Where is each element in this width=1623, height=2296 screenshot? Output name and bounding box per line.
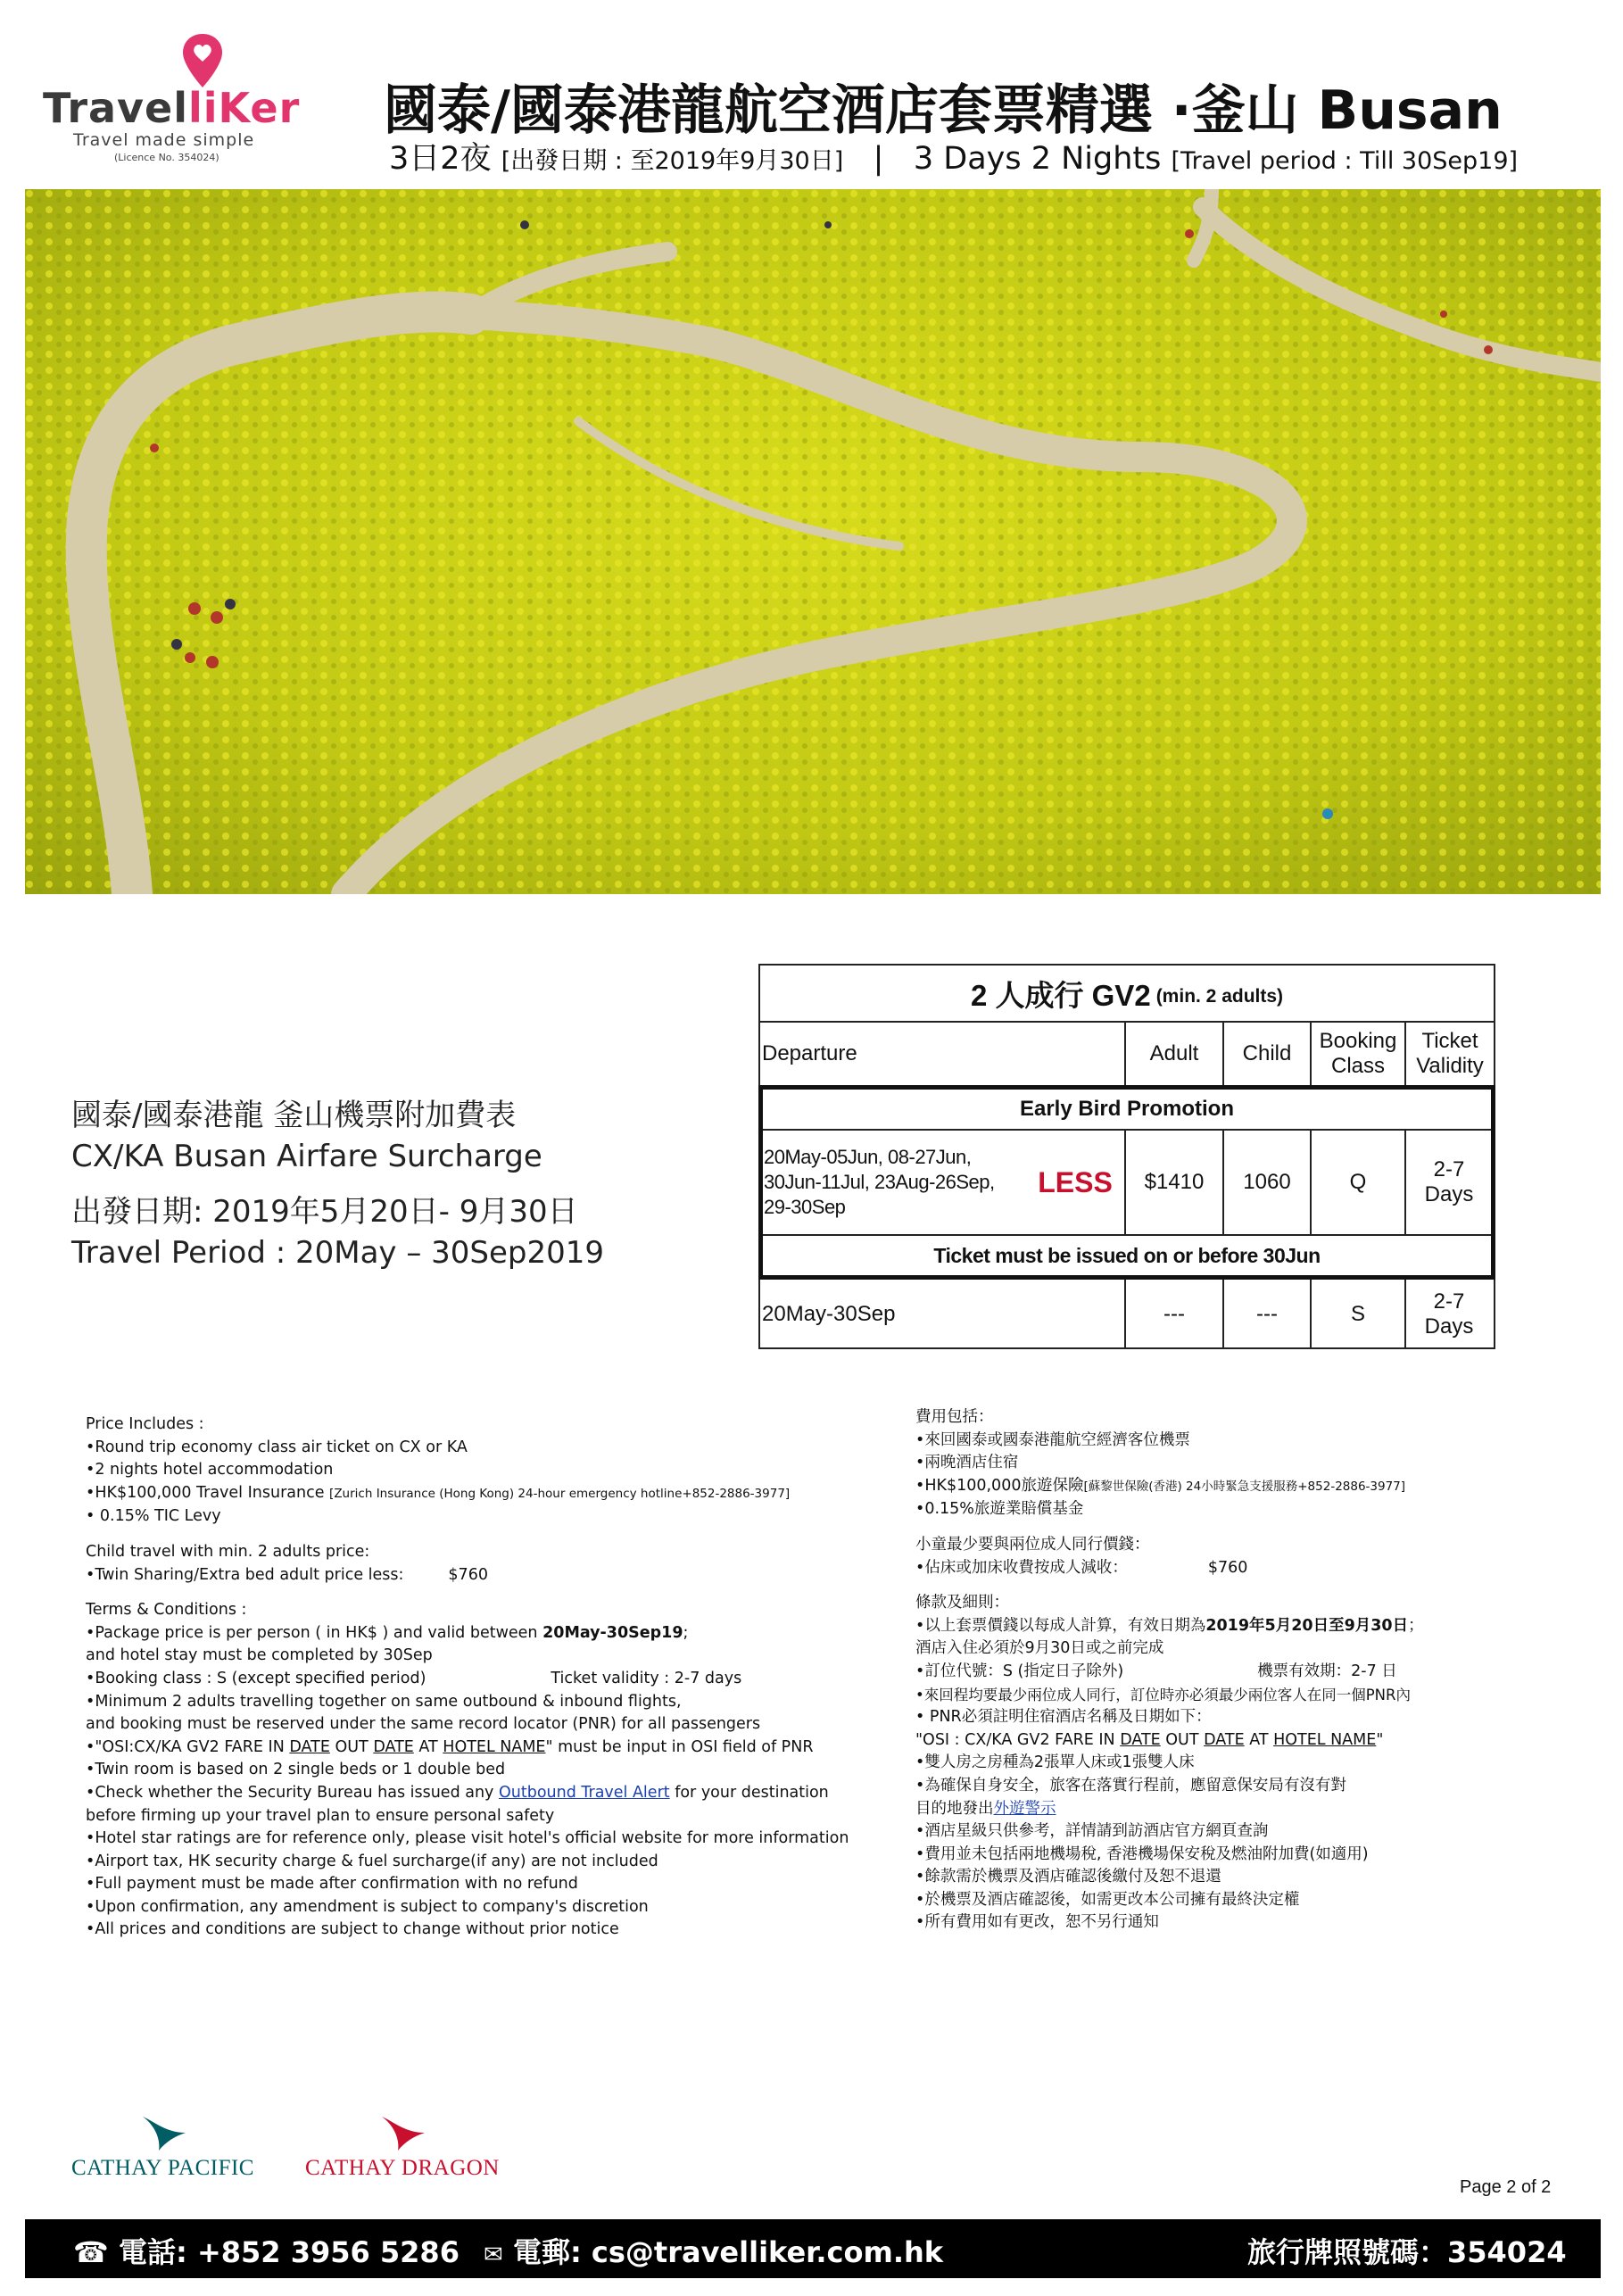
term-item: •Minimum 2 adults travelling together on same outbound & inbound flights, [86,1692,682,1711]
mail-icon: ✉ [484,2242,503,2268]
child-price-line: •Twin Sharing/Extra bed adult price less: $760 [86,1565,488,1584]
terms-chinese [915,1406,1594,1935]
term-item-cn: "OSI : CX/KA GV2 FARE IN DATE OUT DATE AT HOTEL NAME" [915,1730,1384,1749]
promo-ticket-validity: 2-7 Days [1424,1157,1474,1206]
term-item: •Hotel star ratings are for reference only, please visit hotel's official website for more information [86,1829,849,1848]
hero-photo-canola-field [25,189,1601,894]
term-item-cn: •餘款需於機票及酒店確認後繳付及恕不退還 [915,1868,1221,1886]
std-adult-price: --- [1163,1302,1185,1326]
phone-icon: ☎ [73,2235,109,2269]
term-item-cn: •來回程均要最少兩位成人同行，訂位時亦必須最少兩位客人在同一個PNR內 [915,1686,1411,1703]
company-logo [43,32,302,163]
header-child: Child [1242,1041,1292,1065]
promo-departure-dates: 20May-05Jun, 08-27Jun, 30Jun-11Jul, 23Aug-26Sep, 29-30Sep [764,1146,995,1218]
term-item-cn: •雙人房之房種為2張單人床或1張雙人床 [915,1753,1195,1772]
std-departure: 20May-30Sep [762,1302,896,1326]
include-item: • 0.15% TIC Levy [86,1507,221,1526]
include-item: •2 nights hotel accommodation [86,1461,334,1480]
term-item: •Package price is per person ( in HK$ ) and valid between 20May-30Sep19; [86,1623,689,1642]
term-item: •Full payment must be made after confirmation with no refund [86,1875,578,1894]
term-item-cn: • PNR必須註明住宿酒店名稱及日期如下： [915,1708,1212,1727]
header-departure: Departure [762,1041,857,1065]
location-pin-icon [180,32,225,91]
include-item-cn: •HK$100,000旅遊保險[蘇黎世保險(香港) 24小時緊急支援服務+852-2886-3977] [915,1476,1406,1495]
subtitle-cn-period: [出發日期 : 至2019年9月30日] [501,147,844,175]
caption-cn-title: 國泰/國泰港龍 釜山機票附加費表 [71,1098,517,1133]
std-booking-class: S [1350,1302,1365,1326]
term-item: and hotel stay must be completed by 30Sep [86,1646,433,1665]
logo-tagline: Travel made simple [73,130,255,150]
term-item-cn: 目的地發出外遊警示 [915,1799,1056,1818]
term-item: •"OSI:CX/KA GV2 FARE IN DATE OUT DATE AT HOTEL NAME" must be input in OSI field of PNR [86,1737,814,1756]
subtitle-en: 3 Days 2 Nights [913,141,1162,177]
child-price-line-cn: •佔床或加床收費按成人減收： $760 [915,1558,1248,1577]
term-item: and booking must be reserved under the same record locator (PNR) for all passengers [86,1715,761,1734]
promo-booking-class: Q [1349,1170,1367,1194]
terms-title-cn: 條款及細則： [915,1594,1009,1612]
include-item-cn: •兩晚酒店住宿 [915,1454,1019,1472]
fare-table [758,964,1495,1349]
cathay-pacific-logo: CATHAY PACIFIC [71,2113,268,2184]
term-item: •Airport tax, HK security charge & fuel surcharge(if any) are not included [86,1852,658,1870]
promo-title: Early Bird Promotion [1019,1097,1235,1121]
term-item-cn: •以上套票價錢以每成人計算，有效日期為2019年5月20日至9月30日； [915,1616,1424,1635]
terms-title: Terms & Conditions : [86,1601,247,1620]
footer-licence: 旅行牌照號碼：354024 [1247,2235,1567,2269]
logo-wordmark: TravelliKer [43,84,301,132]
cathay-pacific-brushwing-icon [139,2113,193,2152]
term-item: •Twin room is based on 2 single beds or 1 double bed [86,1761,506,1779]
subtitle-separator: | [873,141,884,177]
cathay-dragon-logo: CATHAY DRAGON [305,2113,501,2184]
price-includes-title: Price Includes : [86,1415,204,1433]
page-number: Page 2 of 2 [1460,2177,1552,2197]
term-item-cn: 酒店入住必須於9月30日或之前完成 [915,1639,1164,1658]
term-item: before firming up your travel plan to ensure personal safety [86,1806,555,1825]
term-item: •All prices and conditions are subject to change without prior notice [86,1920,619,1939]
outbound-travel-alert-link[interactable]: Outbound Travel Alert [498,1783,670,1802]
subtitle-cn: 3日2夜 [389,141,492,177]
less-label: LESS [1038,1165,1113,1198]
include-item: •HK$100,000 Travel Insurance [Zurich Insurance (Hong Kong) 24-hour emergency hotline+852-2886-3977] [86,1483,791,1502]
std-child-price: --- [1256,1302,1278,1326]
child-price-title-cn: 小童最少要與兩位成人同行價錢： [915,1535,1150,1554]
term-item-cn: •為確保自身安全，旅客在落實行程前，應留意保安局有沒有對 [915,1776,1346,1795]
term-item-cn: •訂位代號：S (指定日子除外) 機票有效期：2-7 日 [915,1662,1397,1680]
include-item-cn: •來回國泰或國泰港龍航空經濟客位機票 [915,1430,1190,1449]
term-item-cn: •酒店星級只供參考，詳情請到訪酒店官方網頁查詢 [915,1822,1269,1841]
page-title: 國泰/國泰港龍航空酒店套票精選 ·釜山 Busan [384,79,1503,142]
footer-bar [25,2219,1601,2278]
header-adult: Adult [1149,1041,1199,1065]
promo-child-price: 1060 [1243,1170,1291,1194]
fare-table-title: 2 人成行 GV2 (min. 2 adults) [970,978,1284,1012]
term-item: •Upon confirmation, any amendment is subject to company's discretion [86,1897,649,1916]
caption-en-title: CX/KA Busan Airfare Surcharge [71,1139,542,1174]
caption-en-period: Travel Period : 20May – 30Sep2019 [71,1235,605,1271]
header-ticket-validity: Ticket Validity [1416,1029,1484,1078]
term-item-cn: •於機票及酒店確認後，如需更改本公司擁有最終決定權 [915,1890,1300,1909]
term-item-cn: •費用並未包括兩地機場稅, 香港機場保安稅及燃油附加費(如適用) [915,1844,1369,1863]
cathay-dragon-brushwing-icon [378,2113,432,2152]
page-subtitle [389,134,1567,178]
std-ticket-validity: 2-7 Days [1424,1289,1474,1339]
term-item: •Booking class : S (except specified period) Ticket validity : 2-7 days [86,1669,742,1687]
include-item: •Round trip economy class air ticket on CX or KA [86,1438,468,1456]
term-item: •Check whether the Security Bureau has issued any Outbound Travel Alert for your destination [86,1783,829,1802]
subtitle-en-period: [Travel period : Till 30Sep19] [1171,147,1519,175]
price-includes-title-cn: 費用包括： [915,1408,994,1426]
terms-english [86,1413,871,1942]
outbound-travel-alert-link-cn[interactable]: 外遊警示 [993,1799,1056,1818]
child-price-title: Child travel with min. 2 adults price: [86,1542,370,1561]
caption-cn-period: 出發日期: 2019年5月20日- 9月30日 [71,1194,578,1230]
header-booking-class: Booking Class [1319,1029,1397,1078]
term-item-cn: •所有費用如有更改，恕不另行通知 [915,1913,1159,1932]
footer-phone: ☎ 電話: +852 3956 5286 [73,2235,460,2269]
footer-email[interactable]: ✉ 電郵: cs@travelliker.com.hk [484,2235,944,2269]
promo-issue-note: Ticket must be issued on or before 30Jun [933,1243,1321,1267]
include-item-cn: •0.15%旅遊業賠償基金 [915,1500,1084,1519]
promo-adult-price: $1410 [1144,1170,1205,1194]
logo-licence: (Licence No. 354024) [114,152,219,163]
